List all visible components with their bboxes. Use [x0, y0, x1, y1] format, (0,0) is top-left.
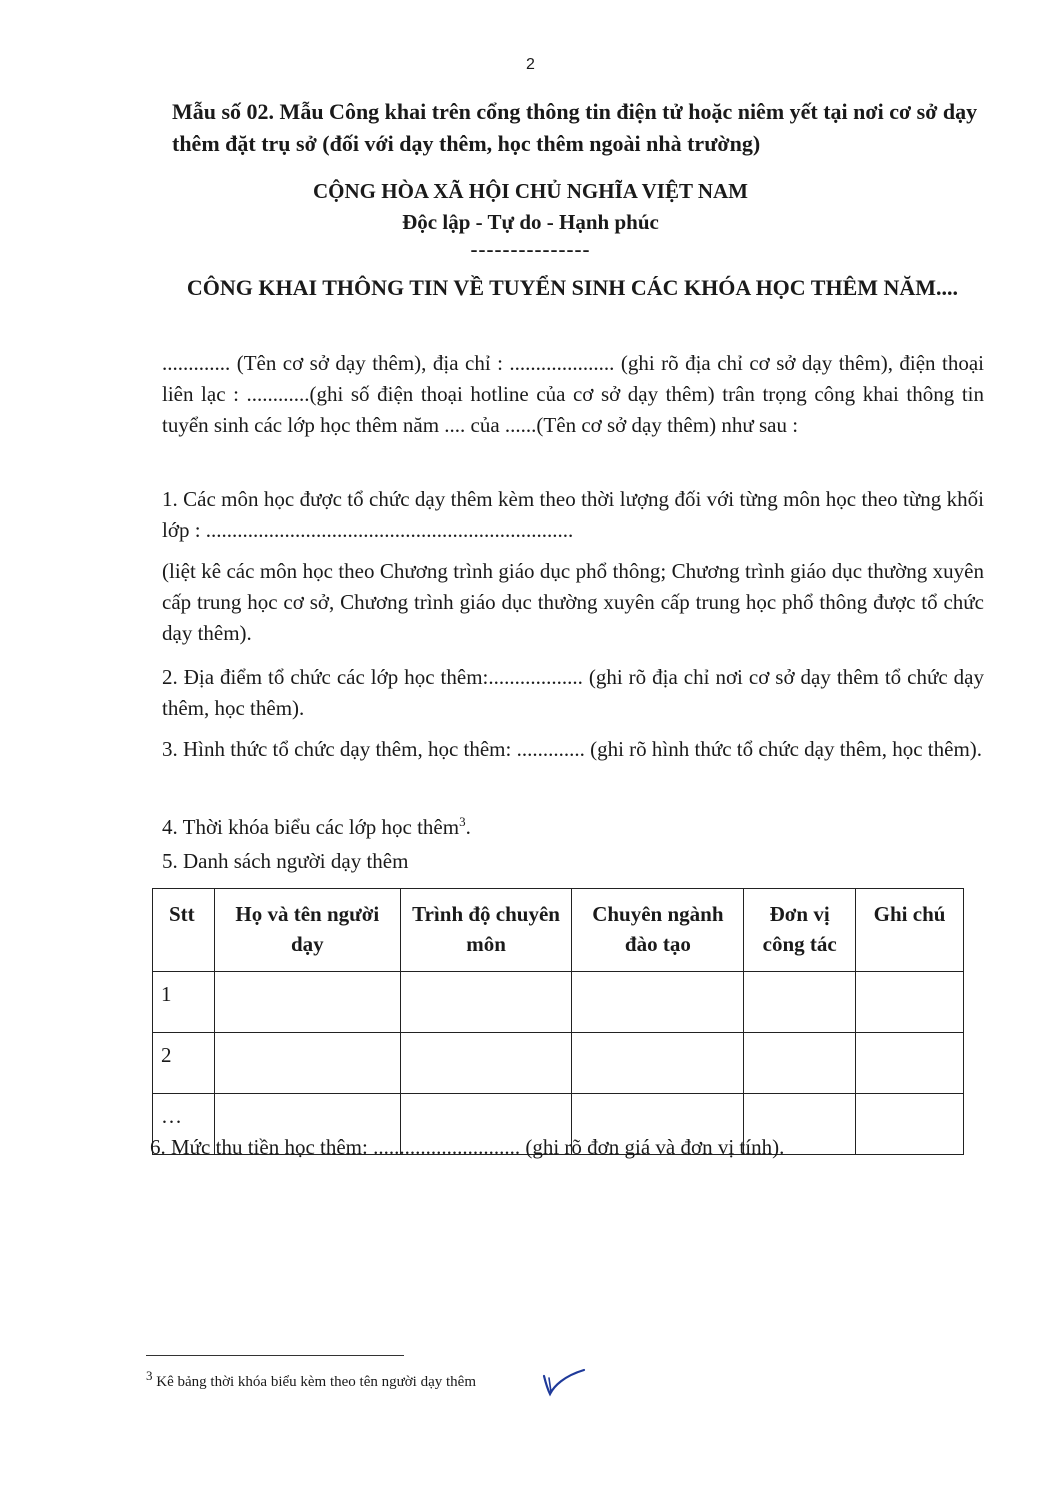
table-cell	[214, 972, 400, 1033]
table-cell	[400, 972, 572, 1033]
teacher-table	[152, 888, 964, 1155]
national-header	[0, 176, 1061, 260]
col-header-major: Chuyên ngành đào tạo	[572, 889, 744, 972]
col-header-stt: Stt	[153, 889, 215, 972]
intro-paragraph: ............. (Tên cơ sở dạy thêm), địa chỉ : .................... (ghi rõ địa chỉ cơ sở dạy thêm), điện thoại liên lạc : ............(ghi số điện thoại hotline của cơ sở dạy thêm) trân trọng công khai thông tin tuyển sinh các lớp học thêm năm .... của ......(Tên cơ sở dạy thêm) như sau :	[162, 351, 984, 437]
footnote	[146, 1365, 476, 1393]
item-5-teacher-list: 5. Danh sách người dạy thêm	[162, 849, 409, 873]
item-3-format: 3. Hình thức tổ chức dạy thêm, học thêm: ............. (ghi rõ hình thức tổ chức dạy thêm, học thêm).	[162, 737, 983, 761]
item-1-note: (liệt kê các môn học theo Chương trình giáo dục phổ thông; Chương trình giáo dục thường xuyên cấp trung học cơ sở, Chương trình giáo dục thường xuyên cấp trung học phổ thông được tổ chức dạy thêm).	[162, 559, 984, 645]
item-4-timetable	[162, 806, 984, 843]
table-cell	[744, 1033, 856, 1094]
page-number: 2	[526, 56, 535, 73]
nation-motto: Độc lập - Tự do - Hạnh phúc	[402, 210, 659, 234]
row-index: …	[153, 1094, 215, 1155]
item-4-period: .	[465, 815, 471, 839]
table-cell	[572, 1033, 744, 1094]
table-cell	[214, 1033, 400, 1094]
footnote-marker: 3	[146, 1368, 153, 1383]
col-header-qualification: Trình độ chuyên môn	[400, 889, 572, 972]
col-header-name: Họ và tên người dạy	[214, 889, 400, 972]
table-header-row	[153, 889, 964, 972]
nation-name: CỘNG HÒA XÃ HỘI CHỦ NGHĨA VIỆT NAM	[312, 179, 749, 203]
footnote-text: Kê bảng thời khóa biểu kèm theo tên người dạy thêm	[156, 1374, 477, 1390]
table-cell	[856, 972, 964, 1033]
item-2-location: 2. Địa điểm tổ chức các lớp học thêm:.................. (ghi rõ địa chỉ nơi cơ sở dạy thêm tổ chức dạy thêm, học thêm).	[162, 665, 984, 720]
main-title: CÔNG KHAI THÔNG TIN VỀ TUYỂN SINH CÁC KHÓA HỌC THÊM NĂM....	[186, 275, 959, 300]
col-header-workplace: Đơn vị công tác	[744, 889, 856, 972]
row-index: 1	[153, 972, 215, 1033]
footnote-divider	[146, 1355, 404, 1356]
table-cell	[400, 1033, 572, 1094]
form-title: Mẫu số 02. Mẫu Công khai trên cổng thông tin điện tử hoặc niêm yết tại nơi cơ sở dạy thêm đặt trụ sở (đối với dạy thêm, học thêm ngoài nhà trường)	[172, 99, 978, 156]
col-header-notes: Ghi chú	[856, 889, 964, 972]
item-4-text: 4. Thời khóa biểu các lớp học thêm	[162, 815, 460, 839]
row-index: 2	[153, 1033, 215, 1094]
table-cell	[572, 972, 744, 1033]
initials-signature	[540, 1366, 590, 1398]
footnote-ref: 3	[459, 814, 466, 829]
header-separator: ---------------	[470, 237, 591, 261]
table-row	[153, 1033, 964, 1094]
table-cell	[744, 972, 856, 1033]
table-row	[153, 972, 964, 1033]
item-1-subjects: 1. Các môn học được tổ chức dạy thêm kèm theo thời lượng đối với từng môn học theo từng khối lớp : ......................................................................	[162, 487, 984, 542]
item-6-fee: 6. Mức thu tiền học thêm: ............................ (ghi rõ đơn giá và đơn vị tính).	[150, 1135, 785, 1159]
table-cell	[856, 1033, 964, 1094]
